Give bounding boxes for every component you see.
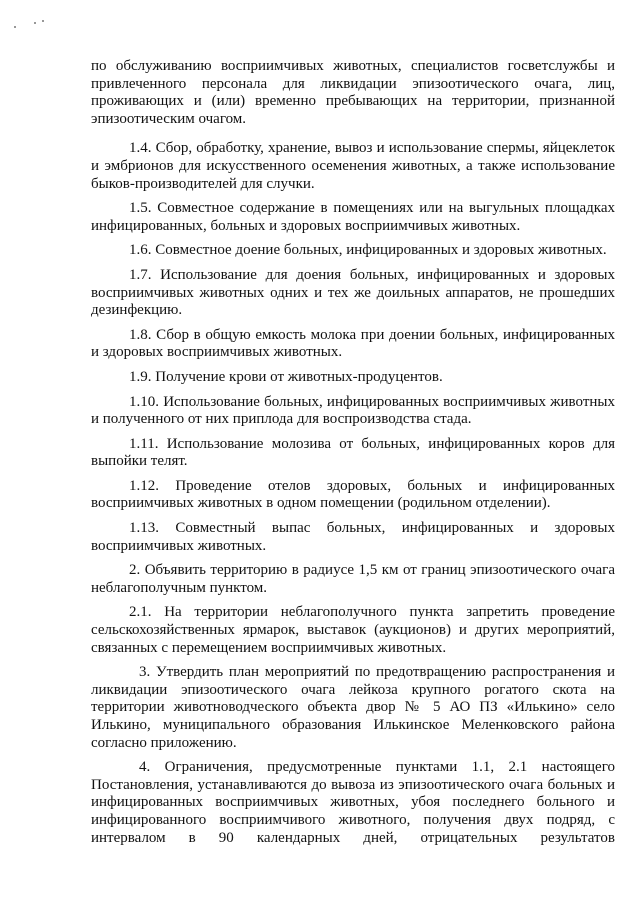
paragraph-4: 4. Ограничения, предусмотренные пунктами 1.1, 2.1 настоящего Постановления, устанавливаются до вывоза из эпизоотического очага больных и инфицированных восприимчивых животных, убоя последнего больного и инфицированного восприимчивого животного, получения двух подряд, с интервалом в 90 календарных дней, отрицательных результатов bbox=[91, 759, 615, 846]
paragraph-1-10: 1.10. Использование больных, инфицированных восприимчивых животных и полученного от них приплода для воспроизводства стада. bbox=[91, 393, 615, 428]
paragraph-continuation: по обслуживанию восприимчивых животных, специалистов госветслужбы и привлеченного персонала для ликвидации эпизоотического очага, лиц, проживающих и (или) временно пребывающих на территории, признанной эпизоотическим очагом. bbox=[91, 58, 615, 127]
paragraph-1-5: 1.5. Совместное содержание в помещениях или на выгульных площадках инфицированных, больных и здоровых восприимчивых животных. bbox=[91, 200, 615, 234]
paragraph-1-11: 1.11. Использование молозива от больных, инфицированных коров для выпойки телят. bbox=[91, 435, 615, 470]
paragraph-1-4: 1.4. Сбор, обработку, хранение, вывоз и использование спермы, яйцеклеток и эмбрионов для искусственного осеменения животных, а также использование быков-производителей для случки. bbox=[91, 140, 615, 192]
paragraph-2: 2. Объявить территорию в радиусе 1,5 км от границ эпизоотического очага неблагополучным пунктом. bbox=[91, 562, 615, 596]
paragraph-1-13: 1.13. Совместный выпас больных, инфицированных и здоровых восприимчивых животных. bbox=[91, 520, 615, 554]
scan-specks bbox=[14, 20, 54, 30]
paragraph-3: 3. Утвердить план мероприятий по предотвращению распространения и ликвидации эпизоотического очага лейкоза крупного рогатого скота на территории животноводческого объекта двор № 5 АО ПЗ «Илькино» село Илькино, муниципального образования Илькинское Меленковского района согласно приложению. bbox=[91, 664, 615, 751]
document-page bbox=[91, 58, 615, 853]
paragraph-1-7: 1.7. Использование для доения больных, инфицированных и здоровых восприимчивых животных одних и тех же доильных аппаратов, не прошедших дезинфекцию. bbox=[91, 266, 615, 319]
paragraph-1-8: 1.8. Сбор в общую емкость молока при доении больных, инфицированных и здоровых восприимчивых животных. bbox=[91, 326, 615, 361]
paragraph-2-1: 2.1. На территории неблагополучного пункта запретить проведение сельскохозяйственных ярмарок, выставок (аукционов) и других мероприятий, связанных с перемещением восприимчивых животных. bbox=[91, 604, 615, 656]
paragraph-1-9: 1.9. Получение крови от животных-продуцентов. bbox=[129, 368, 443, 385]
paragraph-1-12: 1.12. Проведение отелов здоровых, больных и инфицированных восприимчивых животных в одном помещении (родильном отделении). bbox=[91, 477, 615, 512]
paragraph-1-6: 1.6. Совместное доение больных, инфицированных и здоровых животных. bbox=[129, 242, 607, 259]
